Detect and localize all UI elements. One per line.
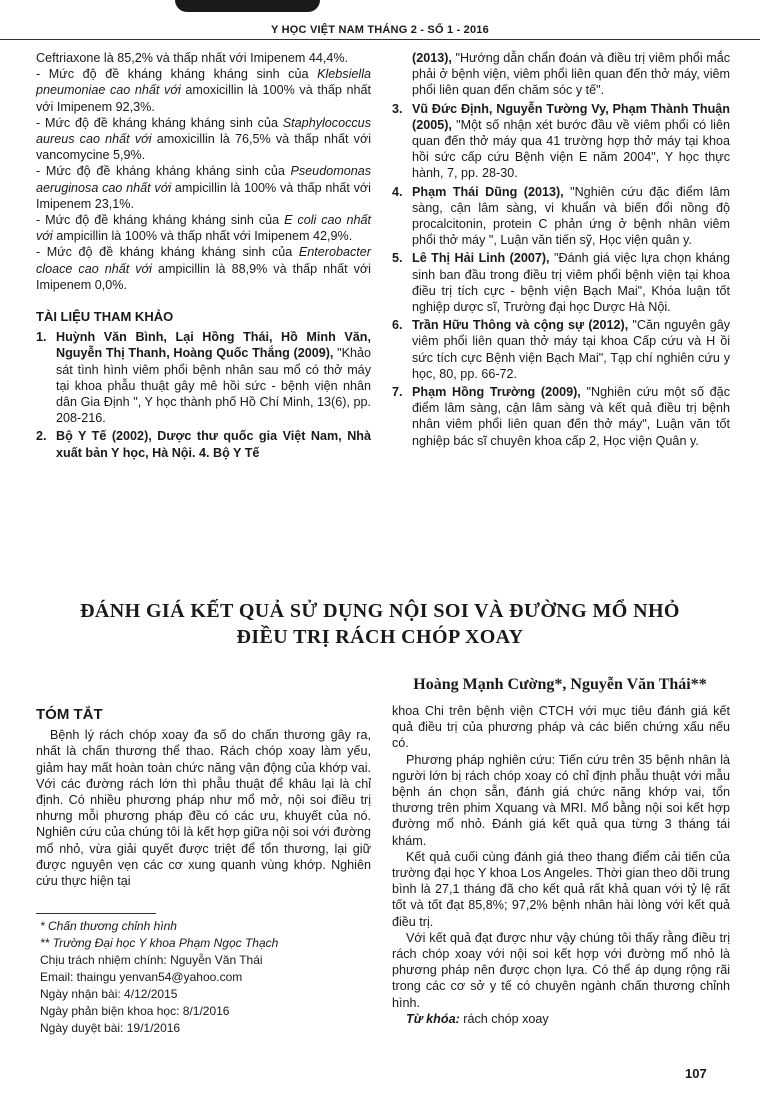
article-title-line2: ĐIỀU TRỊ RÁCH CHÓP XOAY [236,626,524,648]
reference-body [56,329,371,426]
keywords-label: Từ khóa: [406,1011,460,1026]
reference-authors: Phạm Hồng Trường (2009), [412,385,581,400]
reference-item [36,329,371,426]
references-list-left [36,329,371,461]
footnotes [40,918,360,1037]
conclusion-item [36,115,371,164]
reference-number: 3. [392,101,403,116]
references-list-right [392,50,730,449]
organism-name: Enterobacter cloace cao nhất với [36,245,371,276]
reference-authors: (2013), [412,51,452,65]
reference-number [392,50,412,99]
reference-number: 7. [392,385,403,400]
reference-body [412,384,730,449]
conclusion-list [36,50,371,293]
reference-details: "Khảo sát tình hình viêm phổi bệnh nhân sau mổ có thở máy tại khoa phẫu thuật gây mê hồi sức - bệnh viện nhân dân Gia Định ", Y học thành phố Hồ Chí Minh, 13(6), pp. 208-216. [56,346,371,426]
conclusion-text: - Mức độ đề kháng kháng kháng sinh của [36,67,318,82]
footnote-line: ** Trường Đại học Y khoa Phạm Ngọc Thạch [40,936,279,950]
reference-details: "Hướng dẫn chẩn đoán và điều trị viêm phổi mắc phải ở bệnh viện, viêm phổi liên quan đến thở máy, viêm phổi liên quan đến chăm sóc y tế". [412,51,730,98]
footnote-line: * Chấn thương chỉnh hình [40,919,177,933]
conclusion-text: - Mức độ đề kháng kháng kháng sinh của [36,115,283,130]
reference-body [412,50,730,99]
references-heading: TÀI LIỆU THAM KHẢO [36,309,174,325]
reference-authors: Phạm Thái Dũng (2013), [412,184,564,199]
abstract-paragraph: khoa Chi trên bệnh viện CTCH với mục tiêu đánh giá kết quả điều trị của phương pháp và các biến chứng xấu nếu có. [392,704,730,751]
reference-item [392,50,730,99]
keywords-text: rách chóp xoay [459,1011,549,1026]
reference-details: "Một số nhận xét bước đầu về viêm phổi có liên quan đến thở máy qua 41 trường hợp thở máy tại khoa hồi sức cấp cứu Bệnh viện E năm 2004", Y học thực hành, 7, pp. 28-30. [412,117,730,181]
conclusion-item [36,212,371,244]
reference-item [392,384,730,449]
conclusion-item [36,66,371,115]
reference-details: "Nghiên cứu đặc điểm lâm sàng, cận lâm sàng, vi khuẩn và biến đổi nồng độ procalcitonin, protein C phản ứng ở bệnh nhân viêm phổi thở máy ", Luận văn tiến sỹ, Học viện quân y. [412,184,730,248]
page-number: 107 [685,1066,707,1081]
abstract-right-column [392,703,730,1027]
conclusion-text: - Mức độ đề kháng kháng kháng sinh của [36,213,285,228]
footnote-rule [36,913,156,914]
reference-number: 2. [36,429,47,444]
reference-number: 1. [36,330,47,345]
conclusion-text: - Mức độ đề kháng kháng kháng sinh của [36,164,291,179]
reference-details: "Căn nguyên gây viêm phổi liên quan thở máy tại khoa Cấp cứu và H ồi sức tích cực Bệnh viện Bạch Mai", Tạp chí nghiên cứu y học, 80, pp. 66-72. [412,318,730,381]
conclusion-text: amoxicillin là 76,5% và thấp nhất với vancomycine 5,9%. [36,132,371,163]
abstract-paragraph: Bệnh lý rách chóp xoay đa số do chấn thương gây ra, nhất là chấn thương thể thao. Rách chóp xoay làm yếu, giảm hay mất hoàn toàn chức năng vận động của khớp vai. Với các đường rách lớn thì phẫu thuật để khâu lại là chỉ định. Có nhiều phương pháp như mổ mở, nội soi điều trị nhưng mỗi phương pháp đều có các ưu, khuyết của nó. Nghiên cứu của chúng tôi là kết hợp giữa nội soi với đường mổ nhỏ, vừa giải quyết được triệt để tổn thương, lại giữ được nguyên vẹn các cơ xung quanh vùng khớp. Nghiên cứu thực hiện tại [36,728,371,889]
conclusion-text: Ceftriaxone là 85,2% và thấp nhất với Imipenem 44,4%. [36,51,349,65]
reference-body [412,184,730,249]
abstract-left-column [36,703,371,889]
right-column-top [392,50,730,451]
reference-details: "Đánh giá việc lựa chọn kháng sinh ban đầu trong điều trị viêm phổi bệnh viện tại khoa điều trị tích cực - bệnh viện Bạch Mai", Khóa luận tốt nghiệp dược sĩ, Trường đại học Dược Hà Nội. [412,251,730,315]
footnote-line: Ngày phản biện khoa học: 8/1/2016 [40,1004,230,1018]
organism-name: Staphylococcus aureus cao nhất với [36,115,371,147]
conclusion-item [36,163,371,212]
reference-authors: Huỳnh Văn Bình, Lại Hồng Thái, Hồ Minh Văn, Nguyễn Thị Thanh, Hoàng Quốc Thắng (2009), [56,330,371,361]
abstract-heading: TÓM TẮT [36,706,103,723]
conclusion-text: ampicillin là 88,9% và thấp nhất với Imipenem 0,0%. [36,261,371,292]
left-column-top [36,50,371,463]
reference-item [36,428,371,460]
reference-item [392,250,730,315]
reference-item [392,101,730,182]
reference-body [412,101,730,182]
footnote-line: Chịu trách nhiệm chính: Nguyễn Văn Thái [40,953,263,967]
reference-number: 5. [392,251,403,266]
reference-item [392,317,730,382]
abstract-paragraph: Phương pháp nghiên cứu: Tiến cứu trên 35 bệnh nhân là người lớn bị rách chóp xoay có chỉ định phẫu thuật với mẫu bệnh án chọn sẵn, đánh giá chức năng khớp vai, tổn thương trên phim Xquang và MRI. Mổ bằng nội soi kết hợp đường mổ nhỏ. Đánh giá kết quả qua từng 3 tháng tái khám. [392,752,730,848]
footnote-line: Ngày nhận bài: 4/12/2015 [40,987,178,1001]
conclusion-text: ampicillin là 100% và thấp nhất với Imipenem 23,1%. [36,180,371,211]
organism-name: Pseudomonas aeruginosa cao nhất với [36,164,371,195]
conclusion-item [36,50,371,66]
reference-authors: Lê Thị Hải Linh (2007), [412,251,550,266]
reference-number: 4. [392,184,403,199]
footnote-line: Email: thaingu yenvan54@yahoo.com [40,970,243,984]
conclusion-item [36,244,371,293]
abstract-paragraph: Với kết quả đạt được như vậy chúng tôi thấy rằng điều trị rách chóp xoay với nội soi kết hợp với đường mổ nhỏ là phương pháp nên được chọn lựa. Có thể áp dụng rộng rãi trong các cơ sở y tế có chuyên ngành chấn thương chỉnh hình. [392,930,730,1010]
header-rule [0,39,760,40]
reference-item [392,184,730,249]
reference-number: 6. [392,318,403,333]
footnote-line: Ngày duyệt bài: 19/1/2016 [40,1021,181,1035]
reference-authors: Bộ Y Tế (2002), Dược thư quốc gia Việt Nam, Nhà xuất bản Y học, Hà Nội. 4. Bộ Y Tế [56,429,371,460]
scan-artifact [175,0,320,12]
reference-body [56,428,371,460]
reference-details: "Nghiên cứu một số đặc điểm lâm sàng, cận lâm sàng và kết quả điều trị bệnh nhân viêm phổi liên quan đến thở máy", Luận văn tốt nghiệp bác sĩ chuyên khoa cấp 2, Học viện Quân y. [412,385,730,448]
article-authors: Hoàng Mạnh Cường*, Nguyễn Văn Thái** [413,676,707,693]
reference-body [412,317,730,382]
reference-authors: Vũ Đức Định, Nguyễn Tường Vy, Phạm Thành Thuận (2005), [412,101,730,132]
reference-body [412,250,730,315]
keywords-line [392,1011,730,1027]
reference-authors: Trần Hữu Thông và cộng sự (2012), [412,318,629,333]
organism-name: E coli cao nhất với [36,213,371,244]
organism-name: Klebsiella pneumoniae cao nhất với [36,67,371,98]
conclusion-text: ampicillin là 100% và thấp nhất với Imipenem 42,9%. [52,229,353,244]
article-title-line1: ĐÁNH GIÁ KẾT QUẢ SỬ DỤNG NỘI SOI VÀ ĐƯỜNG MỔ NHỎ [80,600,680,622]
abstract-paragraph: Kết quả cuối cùng đánh giá theo thang điểm cải tiến của trường đại học Y khoa Los Angeles. Thời gian theo dõi trung bình là 27,1 tháng đã cho kết quả rất khả quan với tỷ lệ rất tốt và tốt đạt 85,8%; 97,2% bệnh nhân hài lòng với kết quả điều trị. [392,849,730,929]
conclusion-text: - Mức độ đề kháng kháng kháng sinh của [36,245,299,260]
conclusion-text: amoxicillin là 100% và thấp nhất với Imipenem 92,3%. [36,83,372,114]
running-header: Y HỌC VIỆT NAM THÁNG 2 - SỐ 1 - 2016 [271,24,489,36]
